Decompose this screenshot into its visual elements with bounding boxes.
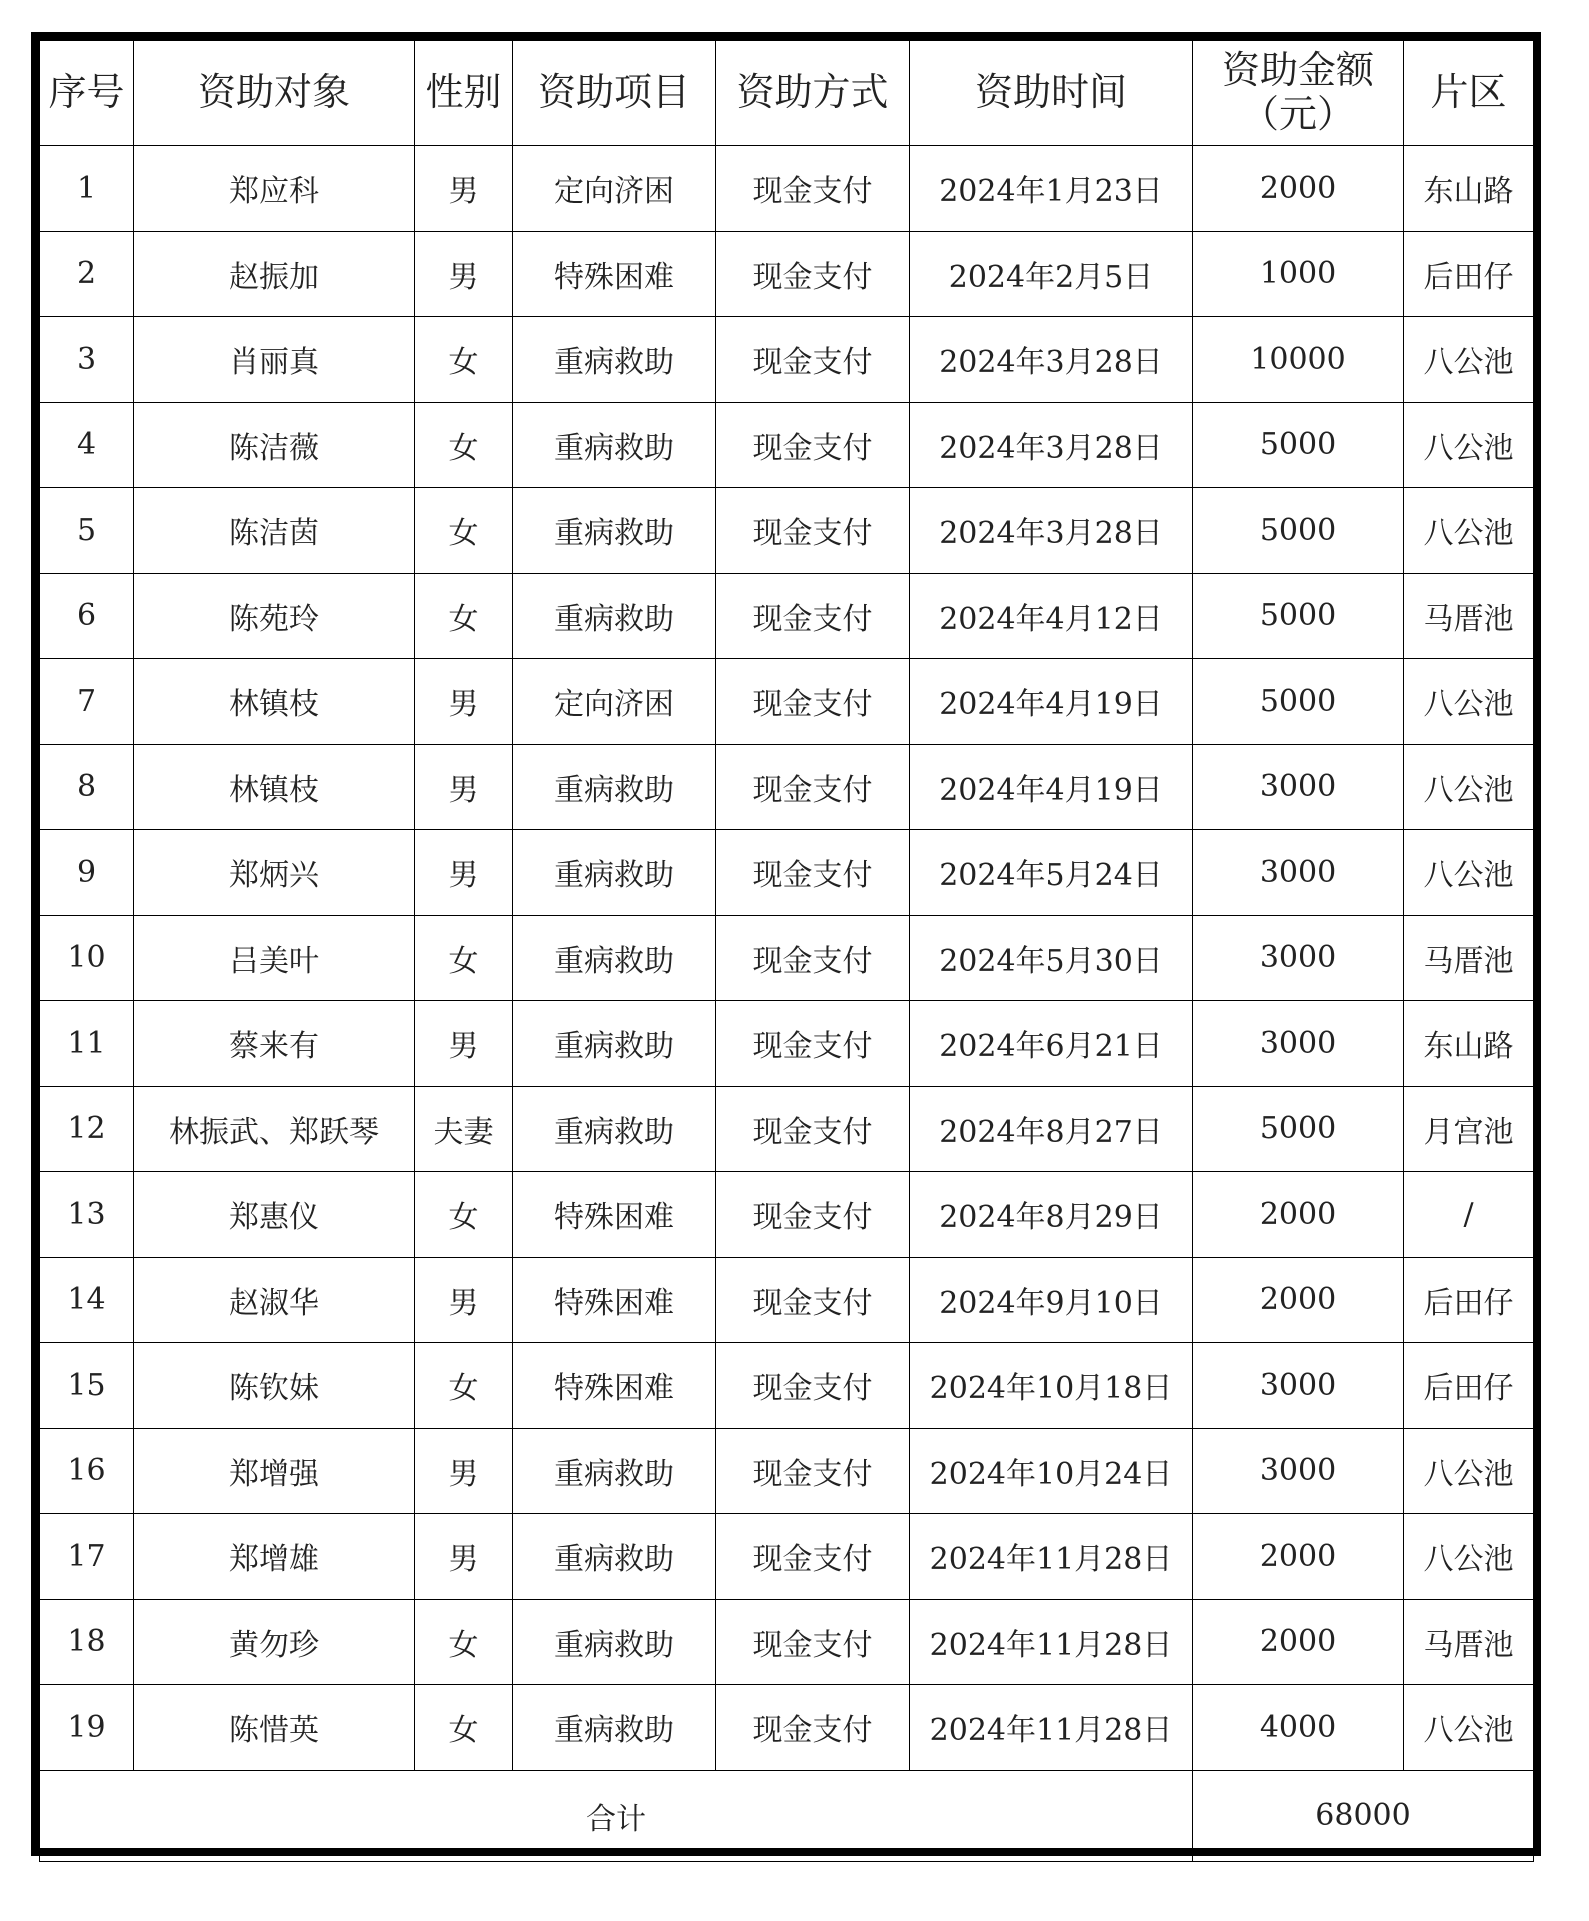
- cell-seq: 9: [40, 830, 134, 916]
- header-amount-line1: 资助金额: [1221, 48, 1374, 93]
- table-row: [40, 146, 1534, 232]
- cell-area: 月宫池: [1404, 1086, 1534, 1172]
- cell-date: 2024年10月18日: [910, 1343, 1193, 1429]
- table-row: [40, 744, 1534, 830]
- cell-method: 现金支付: [716, 488, 910, 574]
- cell-area: 马厝池: [1404, 915, 1534, 1001]
- cell-area: 八公池: [1404, 830, 1534, 916]
- table-body: [40, 146, 1534, 1771]
- cell-area: 马厝池: [1404, 1599, 1534, 1685]
- cell-method: 现金支付: [716, 1001, 910, 1087]
- cell-method: 现金支付: [716, 659, 910, 745]
- cell-area: 八公池: [1404, 402, 1534, 488]
- cell-recipient: 吕美叶: [134, 915, 415, 1001]
- cell-gender: 女: [415, 317, 513, 403]
- cell-amount: 3000: [1193, 915, 1404, 1001]
- cell-date: 2024年4月12日: [910, 573, 1193, 659]
- cell-seq: 17: [40, 1514, 134, 1600]
- table-row: [40, 1428, 1534, 1514]
- cell-amount: 5000: [1193, 402, 1404, 488]
- aid-records-table: [39, 40, 1534, 1862]
- cell-project: 重病救助: [513, 1428, 716, 1514]
- cell-date: 2024年5月30日: [910, 915, 1193, 1001]
- cell-seq: 4: [40, 402, 134, 488]
- cell-method: 现金支付: [716, 744, 910, 830]
- cell-area: 八公池: [1404, 317, 1534, 403]
- header-time: 资助时间: [910, 41, 1193, 146]
- cell-amount: 1000: [1193, 231, 1404, 317]
- cell-gender: 女: [415, 1685, 513, 1771]
- cell-amount: 3000: [1193, 1001, 1404, 1087]
- cell-seq: 19: [40, 1685, 134, 1771]
- cell-gender: 男: [415, 659, 513, 745]
- cell-date: 2024年9月10日: [910, 1257, 1193, 1343]
- table-row: [40, 231, 1534, 317]
- cell-amount: 10000: [1193, 317, 1404, 403]
- table-row: [40, 317, 1534, 403]
- header-method: 资助方式: [716, 41, 910, 146]
- cell-recipient: 蔡来有: [134, 1001, 415, 1087]
- cell-recipient: 郑增强: [134, 1428, 415, 1514]
- cell-gender: 男: [415, 830, 513, 916]
- header-amount: [1193, 41, 1404, 146]
- cell-seq: 14: [40, 1257, 134, 1343]
- cell-amount: 2000: [1193, 146, 1404, 232]
- header-gender: 性别: [415, 41, 513, 146]
- cell-date: 2024年11月28日: [910, 1514, 1193, 1600]
- cell-date: 2024年3月28日: [910, 488, 1193, 574]
- cell-gender: 女: [415, 915, 513, 1001]
- cell-recipient: 赵淑华: [134, 1257, 415, 1343]
- cell-date: 2024年4月19日: [910, 744, 1193, 830]
- header-project: 资助项目: [513, 41, 716, 146]
- table-row: [40, 488, 1534, 574]
- cell-date: 2024年8月27日: [910, 1086, 1193, 1172]
- cell-area: 八公池: [1404, 1685, 1534, 1771]
- cell-recipient: 郑增雄: [134, 1514, 415, 1600]
- table-row: [40, 1257, 1534, 1343]
- cell-gender: 男: [415, 744, 513, 830]
- cell-method: 现金支付: [716, 830, 910, 916]
- cell-date: 2024年5月24日: [910, 830, 1193, 916]
- cell-recipient: 赵振加: [134, 231, 415, 317]
- header-seq: 序号: [40, 41, 134, 146]
- cell-area: /: [1404, 1172, 1534, 1258]
- cell-area: 八公池: [1404, 1514, 1534, 1600]
- cell-date: 2024年6月21日: [910, 1001, 1193, 1087]
- cell-gender: 女: [415, 488, 513, 574]
- cell-method: 现金支付: [716, 317, 910, 403]
- cell-date: 2024年10月24日: [910, 1428, 1193, 1514]
- cell-recipient: 郑应科: [134, 146, 415, 232]
- cell-area: 后田仔: [1404, 1257, 1534, 1343]
- cell-amount: 5000: [1193, 573, 1404, 659]
- cell-amount: 5000: [1193, 659, 1404, 745]
- table-row: [40, 1514, 1534, 1600]
- header-row: [40, 41, 1534, 146]
- cell-project: 特殊困难: [513, 1257, 716, 1343]
- cell-project: 重病救助: [513, 1086, 716, 1172]
- cell-method: 现金支付: [716, 573, 910, 659]
- cell-project: 重病救助: [513, 1514, 716, 1600]
- cell-recipient: 郑惠仪: [134, 1172, 415, 1258]
- cell-method: 现金支付: [716, 402, 910, 488]
- cell-project: 重病救助: [513, 402, 716, 488]
- total-amount: 68000: [1193, 1770, 1534, 1861]
- table-row: [40, 1001, 1534, 1087]
- cell-gender: 男: [415, 1257, 513, 1343]
- cell-project: 特殊困难: [513, 1343, 716, 1429]
- cell-project: 重病救助: [513, 573, 716, 659]
- cell-area: 后田仔: [1404, 1343, 1534, 1429]
- cell-seq: 1: [40, 146, 134, 232]
- cell-date: 2024年8月29日: [910, 1172, 1193, 1258]
- cell-method: 现金支付: [716, 1428, 910, 1514]
- cell-amount: 4000: [1193, 1685, 1404, 1771]
- cell-area: 东山路: [1404, 146, 1534, 232]
- cell-gender: 女: [415, 1172, 513, 1258]
- cell-method: 现金支付: [716, 231, 910, 317]
- header-amount-line2: （元）: [1240, 92, 1355, 136]
- cell-project: 定向济困: [513, 659, 716, 745]
- cell-seq: 3: [40, 317, 134, 403]
- cell-area: 东山路: [1404, 1001, 1534, 1087]
- cell-project: 特殊困难: [513, 1172, 716, 1258]
- cell-recipient: 陈惜英: [134, 1685, 415, 1771]
- cell-area: 八公池: [1404, 488, 1534, 574]
- cell-seq: 8: [40, 744, 134, 830]
- cell-recipient: 陈洁薇: [134, 402, 415, 488]
- cell-date: 2024年11月28日: [910, 1685, 1193, 1771]
- cell-recipient: 陈苑玲: [134, 573, 415, 659]
- cell-method: 现金支付: [716, 1685, 910, 1771]
- cell-date: 2024年3月28日: [910, 317, 1193, 403]
- cell-amount: 3000: [1193, 1428, 1404, 1514]
- cell-gender: 女: [415, 573, 513, 659]
- cell-gender: 女: [415, 1343, 513, 1429]
- cell-amount: 3000: [1193, 744, 1404, 830]
- cell-gender: 男: [415, 231, 513, 317]
- cell-method: 现金支付: [716, 915, 910, 1001]
- cell-seq: 13: [40, 1172, 134, 1258]
- cell-area: 八公池: [1404, 1428, 1534, 1514]
- cell-amount: 2000: [1193, 1599, 1404, 1685]
- cell-method: 现金支付: [716, 1257, 910, 1343]
- cell-seq: 2: [40, 231, 134, 317]
- total-row: [40, 1770, 1534, 1861]
- cell-seq: 6: [40, 573, 134, 659]
- table-row: [40, 573, 1534, 659]
- cell-project: 重病救助: [513, 1001, 716, 1087]
- cell-method: 现金支付: [716, 1343, 910, 1429]
- total-label: 合计: [40, 1770, 1193, 1861]
- cell-area: 后田仔: [1404, 231, 1534, 317]
- cell-amount: 2000: [1193, 1514, 1404, 1600]
- table-row: [40, 659, 1534, 745]
- cell-seq: 12: [40, 1086, 134, 1172]
- cell-project: 重病救助: [513, 915, 716, 1001]
- cell-gender: 男: [415, 1428, 513, 1514]
- cell-gender: 男: [415, 1514, 513, 1600]
- cell-amount: 2000: [1193, 1172, 1404, 1258]
- cell-method: 现金支付: [716, 1086, 910, 1172]
- cell-amount: 3000: [1193, 1343, 1404, 1429]
- cell-gender: 女: [415, 1599, 513, 1685]
- cell-seq: 7: [40, 659, 134, 745]
- cell-area: 八公池: [1404, 744, 1534, 830]
- cell-recipient: 黄勿珍: [134, 1599, 415, 1685]
- cell-project: 重病救助: [513, 1599, 716, 1685]
- cell-method: 现金支付: [716, 1599, 910, 1685]
- cell-project: 重病救助: [513, 830, 716, 916]
- cell-gender: 夫妻: [415, 1086, 513, 1172]
- table-row: [40, 1086, 1534, 1172]
- cell-project: 重病救助: [513, 1685, 716, 1771]
- cell-method: 现金支付: [716, 1172, 910, 1258]
- cell-area: 马厝池: [1404, 573, 1534, 659]
- cell-gender: 男: [415, 1001, 513, 1087]
- header-area: 片区: [1404, 41, 1534, 146]
- cell-recipient: 肖丽真: [134, 317, 415, 403]
- cell-recipient: 林振武、郑跃琴: [134, 1086, 415, 1172]
- cell-area: 八公池: [1404, 659, 1534, 745]
- cell-seq: 5: [40, 488, 134, 574]
- cell-seq: 18: [40, 1599, 134, 1685]
- cell-project: 特殊困难: [513, 231, 716, 317]
- cell-project: 重病救助: [513, 488, 716, 574]
- table-row: [40, 830, 1534, 916]
- cell-project: 重病救助: [513, 317, 716, 403]
- table-row: [40, 1685, 1534, 1771]
- cell-project: 重病救助: [513, 744, 716, 830]
- cell-date: 2024年4月19日: [910, 659, 1193, 745]
- cell-seq: 10: [40, 915, 134, 1001]
- cell-date: 2024年11月28日: [910, 1599, 1193, 1685]
- cell-gender: 男: [415, 146, 513, 232]
- table-row: [40, 1343, 1534, 1429]
- cell-seq: 16: [40, 1428, 134, 1514]
- cell-recipient: 郑炳兴: [134, 830, 415, 916]
- cell-gender: 女: [415, 402, 513, 488]
- cell-seq: 11: [40, 1001, 134, 1087]
- cell-recipient: 陈洁茵: [134, 488, 415, 574]
- cell-method: 现金支付: [716, 146, 910, 232]
- cell-date: 2024年3月28日: [910, 402, 1193, 488]
- cell-amount: 2000: [1193, 1257, 1404, 1343]
- table-row: [40, 402, 1534, 488]
- cell-seq: 15: [40, 1343, 134, 1429]
- cell-date: 2024年2月5日: [910, 231, 1193, 317]
- table-row: [40, 1599, 1534, 1685]
- header-recipient: 资助对象: [134, 41, 415, 146]
- table-row: [40, 915, 1534, 1001]
- cell-date: 2024年1月23日: [910, 146, 1193, 232]
- cell-method: 现金支付: [716, 1514, 910, 1600]
- cell-recipient: 陈钦妹: [134, 1343, 415, 1429]
- cell-amount: 3000: [1193, 830, 1404, 916]
- cell-project: 定向济困: [513, 146, 716, 232]
- cell-recipient: 林镇枝: [134, 744, 415, 830]
- cell-amount: 5000: [1193, 488, 1404, 574]
- cell-recipient: 林镇枝: [134, 659, 415, 745]
- table-row: [40, 1172, 1534, 1258]
- cell-amount: 5000: [1193, 1086, 1404, 1172]
